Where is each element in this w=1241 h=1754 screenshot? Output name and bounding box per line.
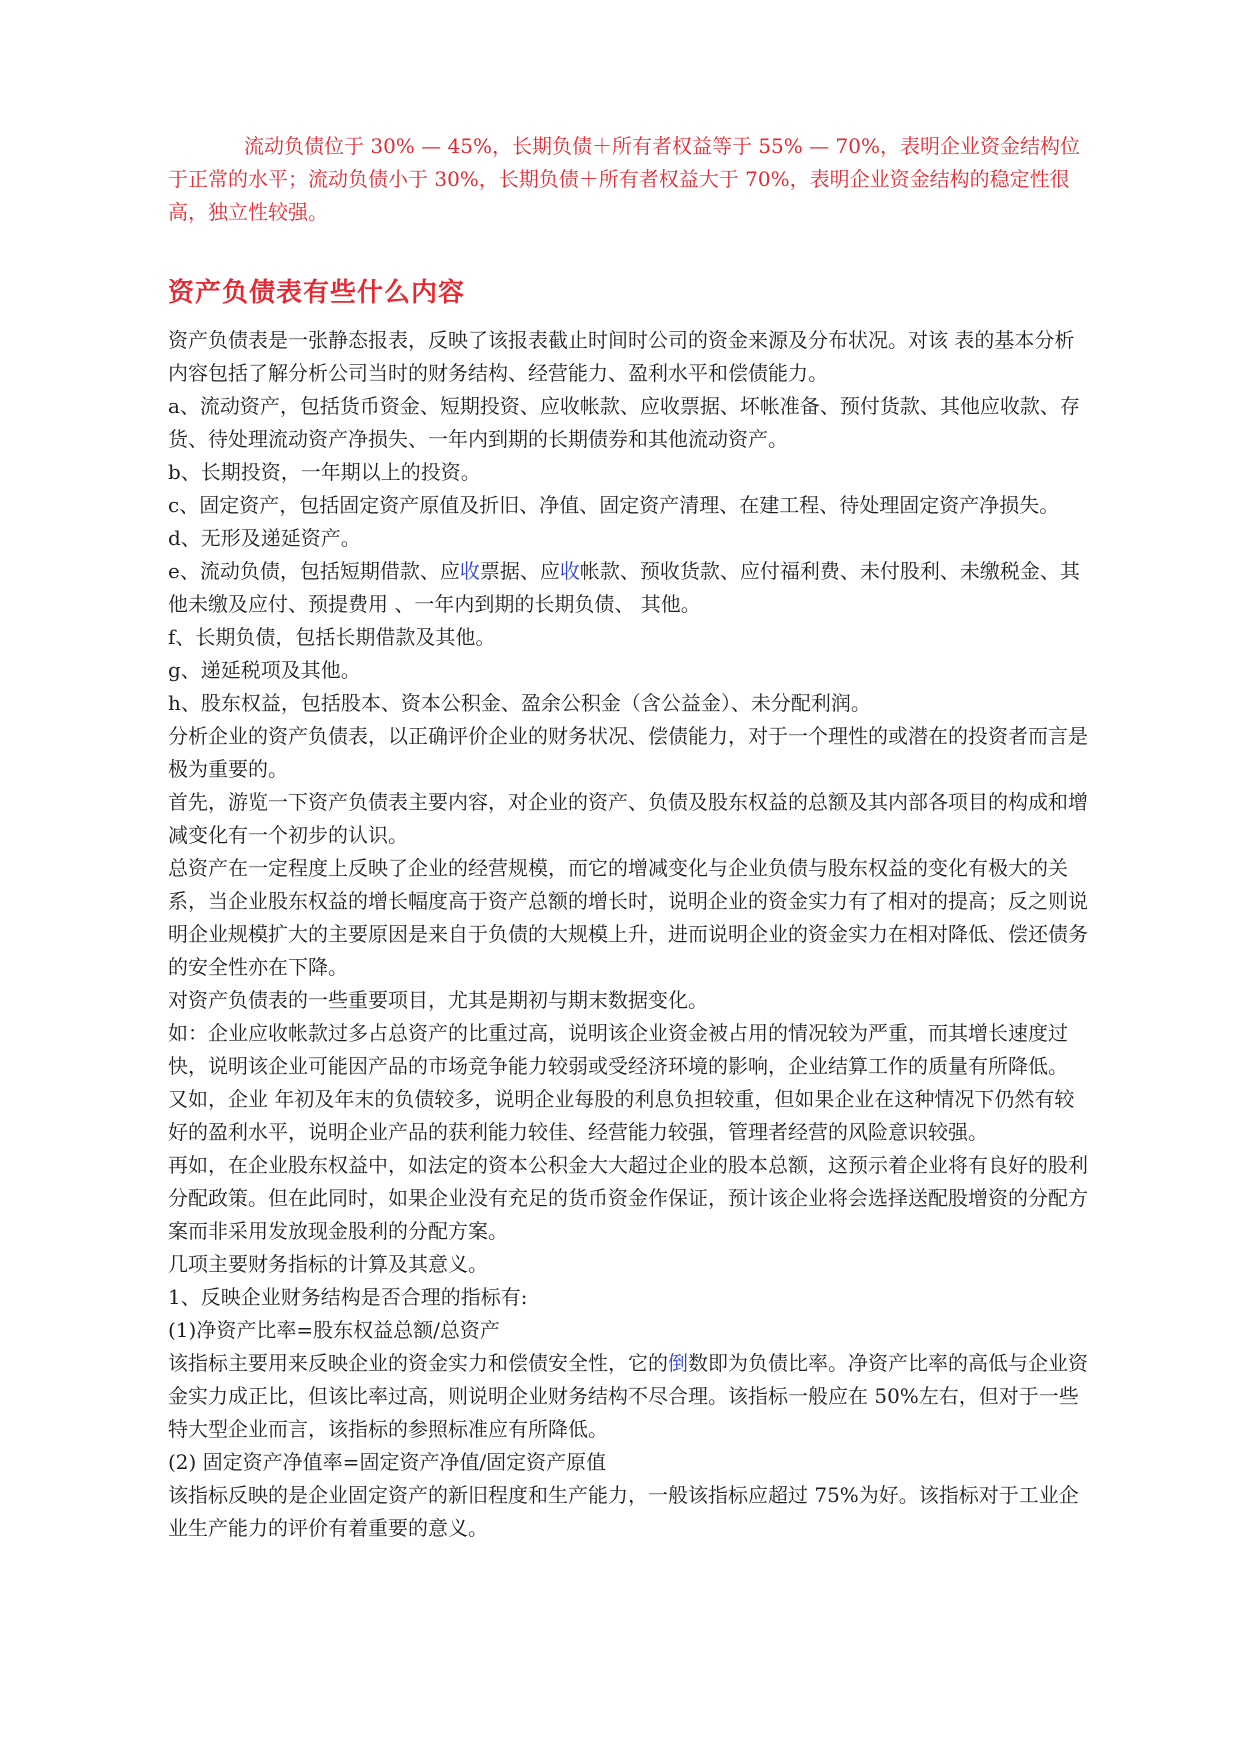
paragraph: 几项主要财务指标的计算及其意义。 bbox=[168, 1252, 488, 1276]
paragraph: c、固定资产，包括固定资产原值及折旧、净值、固定资产清理、在建工程、待处理固定资产净损失。 bbox=[168, 493, 1060, 517]
paragraph: 又如，企业 年初及年末的负债较多，说明企业每股的利息负担较重，但如果企业在这种情况下仍然有较好的盈利水平，说明企业产品的获利能力较佳、经营能力较强，管理者经营的风险意识较强。 bbox=[168, 1087, 1075, 1144]
paragraph: 如：企业应收帐款过多占总资产的比重过高，说明该企业资金被占用的情况较为严重，而其增长速度过快，说明该企业可能因产品的市场竞争能力较弱或受经济环境的影响，企业结算工作的质量有所降低。 bbox=[168, 1021, 1068, 1078]
paragraph: f、长期负债，包括长期借款及其他。 bbox=[168, 625, 496, 649]
text-run-blue: 收 bbox=[559, 559, 580, 583]
formula-line: (2) 固定资产净值率=固定资产净值/固定资产原值 bbox=[168, 1450, 607, 1474]
text-run: 帐款、预收货款、应付福利费、未付股利、未缴税金、其他未缴及应付、预提费用 、一年内到期的长期负债、 其他。 bbox=[168, 559, 1080, 616]
paragraph: a、流动资产，包括货币资金、短期投资、应收帐款、应收票据、坏帐准备、预付货款、其他应收款、存货、待处理流动资产净损失、一年内到期的长期债券和其他流动资产。 bbox=[168, 394, 1080, 451]
text-run: 票据、应 bbox=[479, 559, 560, 583]
paragraph: d、无形及递延资产。 bbox=[168, 526, 361, 550]
paragraph: h、股东权益，包括股本、资本公积金、盈余公积金（含公益金）、未分配利润。 bbox=[168, 691, 871, 715]
paragraph: 再如，在企业股东权益中，如法定的资本公积金大大超过企业的股本总额，这预示着企业将有良好的股利分配政策。但在此同时，如果企业没有充足的货币资金作保证，预计该企业将会选择送配股增资的分配方案而非采用发放现金股利的分配方案。 bbox=[168, 1153, 1088, 1243]
paragraph: 资产负债表是一张静态报表，反映了该报表截止时间时公司的资金来源及分布状况。对该 表的基本分析内容包括了解分析公司当时的财务结构、经营能力、盈利水平和偿债能力。 bbox=[168, 328, 1075, 385]
formula-line: (1)净资产比率=股东权益总额/总资产 bbox=[168, 1318, 500, 1342]
section-heading: 资产负债表有些什么内容 bbox=[168, 278, 466, 308]
text-run: e、流动负债，包括短期借款、应 bbox=[168, 559, 460, 583]
paragraph: 首先，游览一下资产负债表主要内容，对企业的资产、负债及股东权益的总额及其内部各项目的构成和增减变化有一个初步的认识。 bbox=[168, 790, 1088, 847]
paragraph: b、长期投资，一年期以上的投资。 bbox=[168, 460, 481, 484]
paragraph: 1、反映企业财务结构是否合理的指标有: bbox=[168, 1285, 528, 1309]
paragraph: 对资产负债表的一些重要项目，尤其是期初与期末数据变化。 bbox=[168, 988, 708, 1012]
paragraph-net-asset-ratio bbox=[168, 1347, 1088, 1446]
text-run-blue: 倒 bbox=[668, 1351, 688, 1375]
paragraph: 分析企业的资产负债表，以正确评价企业的财务状况、偿债能力，对于一个理性的或潜在的投资者而言是极为重要的。 bbox=[168, 724, 1088, 781]
document-body bbox=[168, 324, 1088, 1545]
paragraph-current-liabilities bbox=[168, 555, 1088, 621]
paragraph: 该指标反映的是企业固定资产的新旧程度和生产能力，一般该指标应超过 75%为好。该指标对于工业企业生产能力的评价有着重要的意义。 bbox=[168, 1483, 1079, 1540]
highlight-paragraph: 流动负债位于 30% — 45%，长期负债＋所有者权益等于 55% — 70%，表明企业资金结构位于正常的水平；流动负债小于 30%，长期负债＋所有者权益大于 70%，表明企业资金结构的稳定性很高，独立性较强。 bbox=[168, 134, 1080, 224]
text-run: 数即为负债比率。净资产比率的高低与企业资金实力成正比，但该比率过高，则说明企业财务结构不尽合理。该指标一般应在 50%左右，但对于一些特大型企业而言，该指标的参照标准应有所降低。 bbox=[168, 1351, 1088, 1441]
text-run: 该指标主要用来反映企业的资金实力和偿债安全性，它的 bbox=[168, 1351, 668, 1375]
paragraph: 总资产在一定程度上反映了企业的经营规模，而它的增减变化与企业负债与股东权益的变化有极大的关系，当企业股东权益的增长幅度高于资产总额的增长时，说明企业的资金实力有了相对的提高；反之则说明企业规模扩大的主要原因是来自于负债的大规模上升，进而说明企业的资金实力在相对降低、偿还债务的安全性亦在下降。 bbox=[168, 856, 1088, 979]
text-run-blue: 收 bbox=[459, 559, 480, 583]
paragraph: g、递延税项及其他。 bbox=[168, 658, 361, 682]
